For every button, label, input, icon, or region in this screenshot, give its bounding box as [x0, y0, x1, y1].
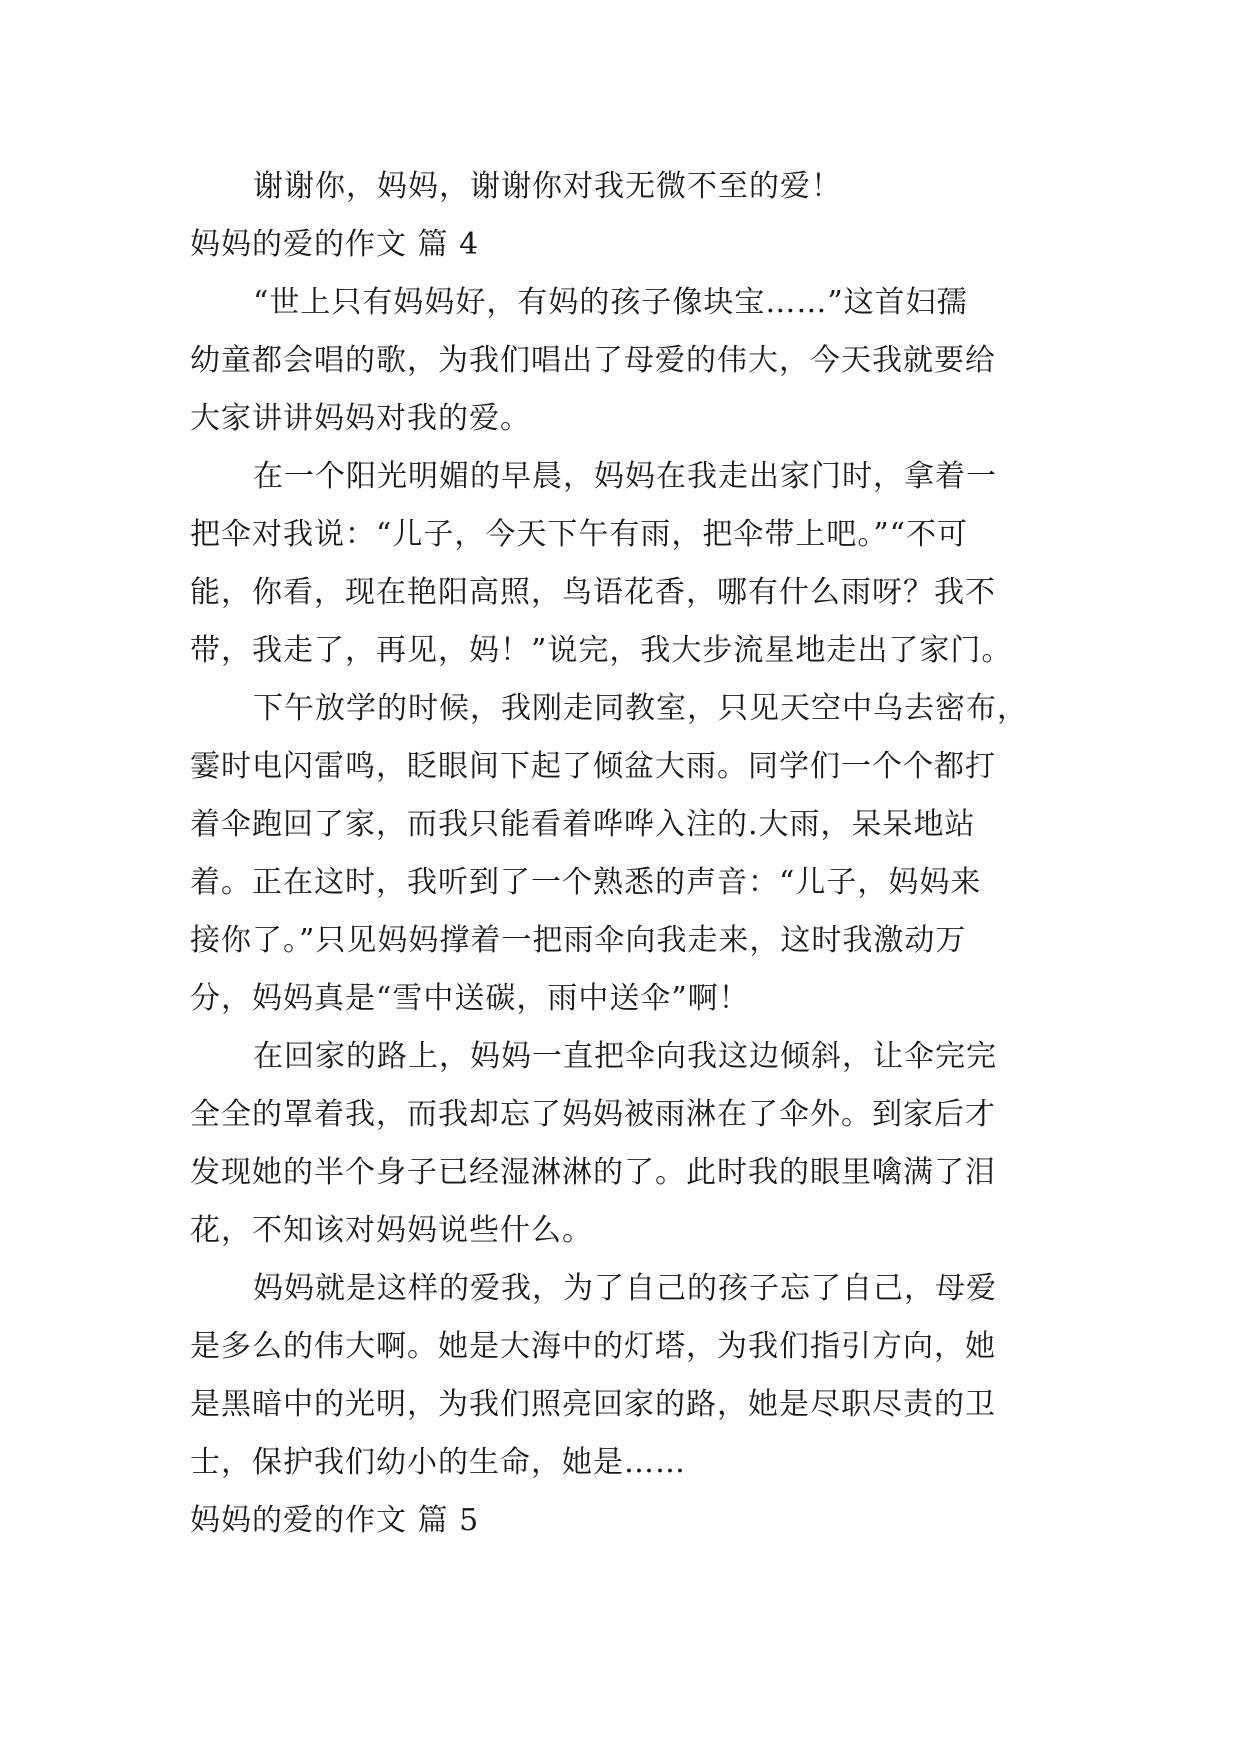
text-line: 把伞对我说：“儿子，今天下午有雨，把伞带上吧。”“不可 — [190, 517, 969, 552]
text-line: 带，我走了，再见，妈！”说完，我大步流星地走出了家门。 — [190, 633, 1013, 668]
text-line: 霎时电闪雷鸣，眨眼间下起了倾盆大雨。同学们一个个都打 — [190, 749, 996, 784]
text-line: 幼童都会唱的歌，为我们唱出了母爱的伟大，今天我就要给 — [190, 343, 996, 378]
text-line: 着伞跑回了家，而我只能看着哗哗入注的.大雨，呆呆地站 — [190, 807, 976, 842]
text-line: 能，你看，现在艳阳高照，鸟语花香，哪有什么雨呀？我不 — [190, 575, 996, 610]
text-line: 是多么的伟大啊。她是大海中的灯塔，为我们指引方向，她 — [190, 1329, 996, 1364]
text-line: 妈妈就是这样的爱我，为了自己的孩子忘了自己，母爱 — [253, 1271, 997, 1306]
text-line: 花，不知该对妈妈说些什么。 — [190, 1213, 593, 1248]
text-line: 是黑暗中的光明，为我们照亮回家的路，她是尽职尽责的卫 — [190, 1387, 996, 1422]
text-line: 发现她的半个身子已经湿淋淋的了。此时我的眼里噙满了泪 — [190, 1155, 996, 1190]
document-body — [190, 158, 1060, 1550]
text-line: “世上只有妈妈好，有妈的孩子像块宝……”这首妇孺 — [253, 285, 968, 320]
text-line: 大家讲讲妈妈对我的爱。 — [190, 401, 531, 436]
section-heading: 妈妈的爱的作文 篇 4 — [190, 227, 480, 262]
text-line: 士，保护我们幼小的生命，她是…… — [190, 1445, 686, 1480]
text-line: 分，妈妈真是“雪中送碳，雨中送伞”啊！ — [190, 981, 750, 1016]
text-line: 在回家的路上，妈妈一直把伞向我这边倾斜，让伞完完 — [253, 1039, 997, 1074]
text-line: 接你了。”只见妈妈撑着一把雨伞向我走来，这时我激动万 — [190, 923, 967, 958]
text-line: 着。正在这时，我听到了一个熟悉的声音：“儿子，妈妈来 — [190, 865, 982, 900]
section-heading: 妈妈的爱的作文 篇 5 — [190, 1503, 480, 1538]
text-line: 在一个阳光明媚的早晨，妈妈在我走出家门时，拿着一 — [253, 459, 997, 494]
text-line: 全全的罩着我，而我却忘了妈妈被雨淋在了伞外。到家后才 — [190, 1097, 996, 1132]
text-line: 下午放学的时候，我刚走同教室，只见天空中乌去密布， — [253, 691, 1028, 726]
text-line: 谢谢你，妈妈，谢谢你对我无微不至的爱！ — [253, 169, 842, 204]
